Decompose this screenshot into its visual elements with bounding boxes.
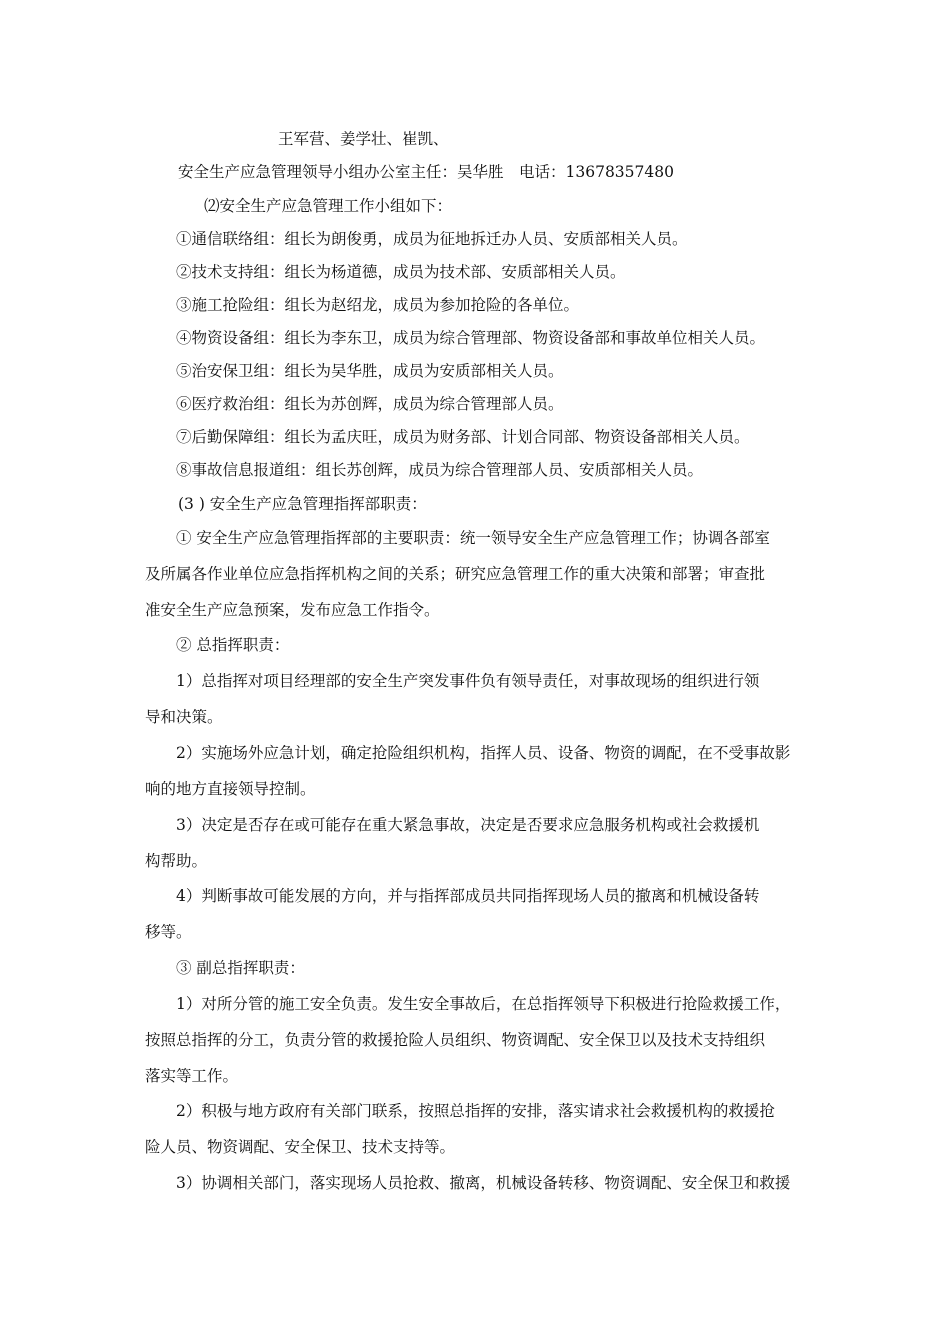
text-line-leaders: 王军营、姜学壮、崔凯、 — [278, 130, 449, 148]
paragraph-line: 4）判断事故可能发展的方向，并与指挥部成员共同指挥现场人员的撤离和机械设备转 — [176, 887, 760, 905]
section-heading-command-duties: (3 ) 安全生产应急管理指挥部职责： — [178, 495, 427, 513]
list-item-logistics-group: ⑦后勤保障组：组长为孟庆旺，成员为财务部、计划合同部、物资设备部相关人员。 — [176, 428, 750, 446]
list-item-technical-support-group: ②技术支持组：组长为杨道德，成员为技术部、安质部相关人员。 — [176, 263, 626, 281]
paragraph-line: 落实等工作。 — [145, 1067, 239, 1085]
list-item-communication-group: ①通信联络组：组长为朗俊勇，成员为征地拆迁办人员、安质部相关人员。 — [176, 230, 688, 248]
section-heading-working-groups: ⑵安全生产应急管理工作小组如下： — [204, 197, 453, 215]
paragraph-line: 2）积极与地方政府有关部门联系，按照总指挥的安排，落实请求社会救援机构的救援抢 — [176, 1102, 775, 1120]
paragraph-line: 1）总指挥对项目经理部的安全生产突发事件负有领导责任，对事故现场的组织进行领 — [176, 672, 760, 690]
paragraph-line: 按照总指挥的分工，负责分管的救援抢险人员组织、物资调配、安全保卫以及技术支持组织 — [145, 1031, 766, 1049]
paragraph-line: 险人员、物资调配、安全保卫、技术支持等。 — [145, 1138, 456, 1156]
paragraph-line: 及所属各作业单位应急指挥机构之间的关系；研究应急管理工作的重大决策和部署；审查批 — [145, 565, 766, 583]
paragraph-line: 1）对所分管的施工安全负责。发生安全事故后，在总指挥领导下积极进行抢险救援工作， — [176, 995, 791, 1013]
list-item-medical-group: ⑥医疗救治组：组长为苏创辉，成员为综合管理部人员。 — [176, 395, 564, 413]
list-item-info-reporting-group: ⑧事故信息报道组：组长苏创辉，成员为综合管理部人员、安质部相关人员。 — [176, 461, 704, 479]
subheading-deputy-commander-duties: ③ 副总指挥职责： — [176, 959, 305, 977]
paragraph-line: 移等。 — [145, 923, 192, 941]
paragraph-line: 3）决定是否存在或可能存在重大紧急事故，决定是否要求应急服务机构或社会救援机 — [176, 816, 760, 834]
list-item-security-group: ⑤治安保卫组：组长为吴华胜，成员为安质部相关人员。 — [176, 362, 564, 380]
subheading-commander-duties: ② 总指挥职责： — [176, 636, 290, 654]
paragraph-line: 响的地方直接领导控制。 — [145, 780, 316, 798]
paragraph-line: 准安全生产应急预案，发布应急工作指令。 — [145, 601, 440, 619]
paragraph-line: 2）实施场外应急计划，确定抢险组织机构，指挥人员、设备、物资的调配，在不受事故影 — [176, 744, 791, 762]
list-item-materials-equipment-group: ④物资设备组：组长为李东卫，成员为综合管理部、物资设备部和事故单位相关人员。 — [176, 329, 766, 347]
paragraph-line: 3）协调相关部门，落实现场人员抢救、撤离，机械设备转移、物资调配、安全保卫和救援 — [176, 1174, 791, 1192]
list-item-construction-rescue-group: ③施工抢险组：组长为赵绍龙，成员为参加抢险的各单位。 — [176, 296, 580, 314]
paragraph-line: ① 安全生产应急管理指挥部的主要职责：统一领导安全生产应急管理工作；协调各部室 — [176, 529, 770, 547]
paragraph-line: 构帮助。 — [145, 852, 208, 870]
paragraph-line: 导和决策。 — [145, 708, 223, 726]
text-line-office-director: 安全生产应急管理领导小组办公室主任：吴华胜 电话：13678357480 — [178, 163, 674, 181]
